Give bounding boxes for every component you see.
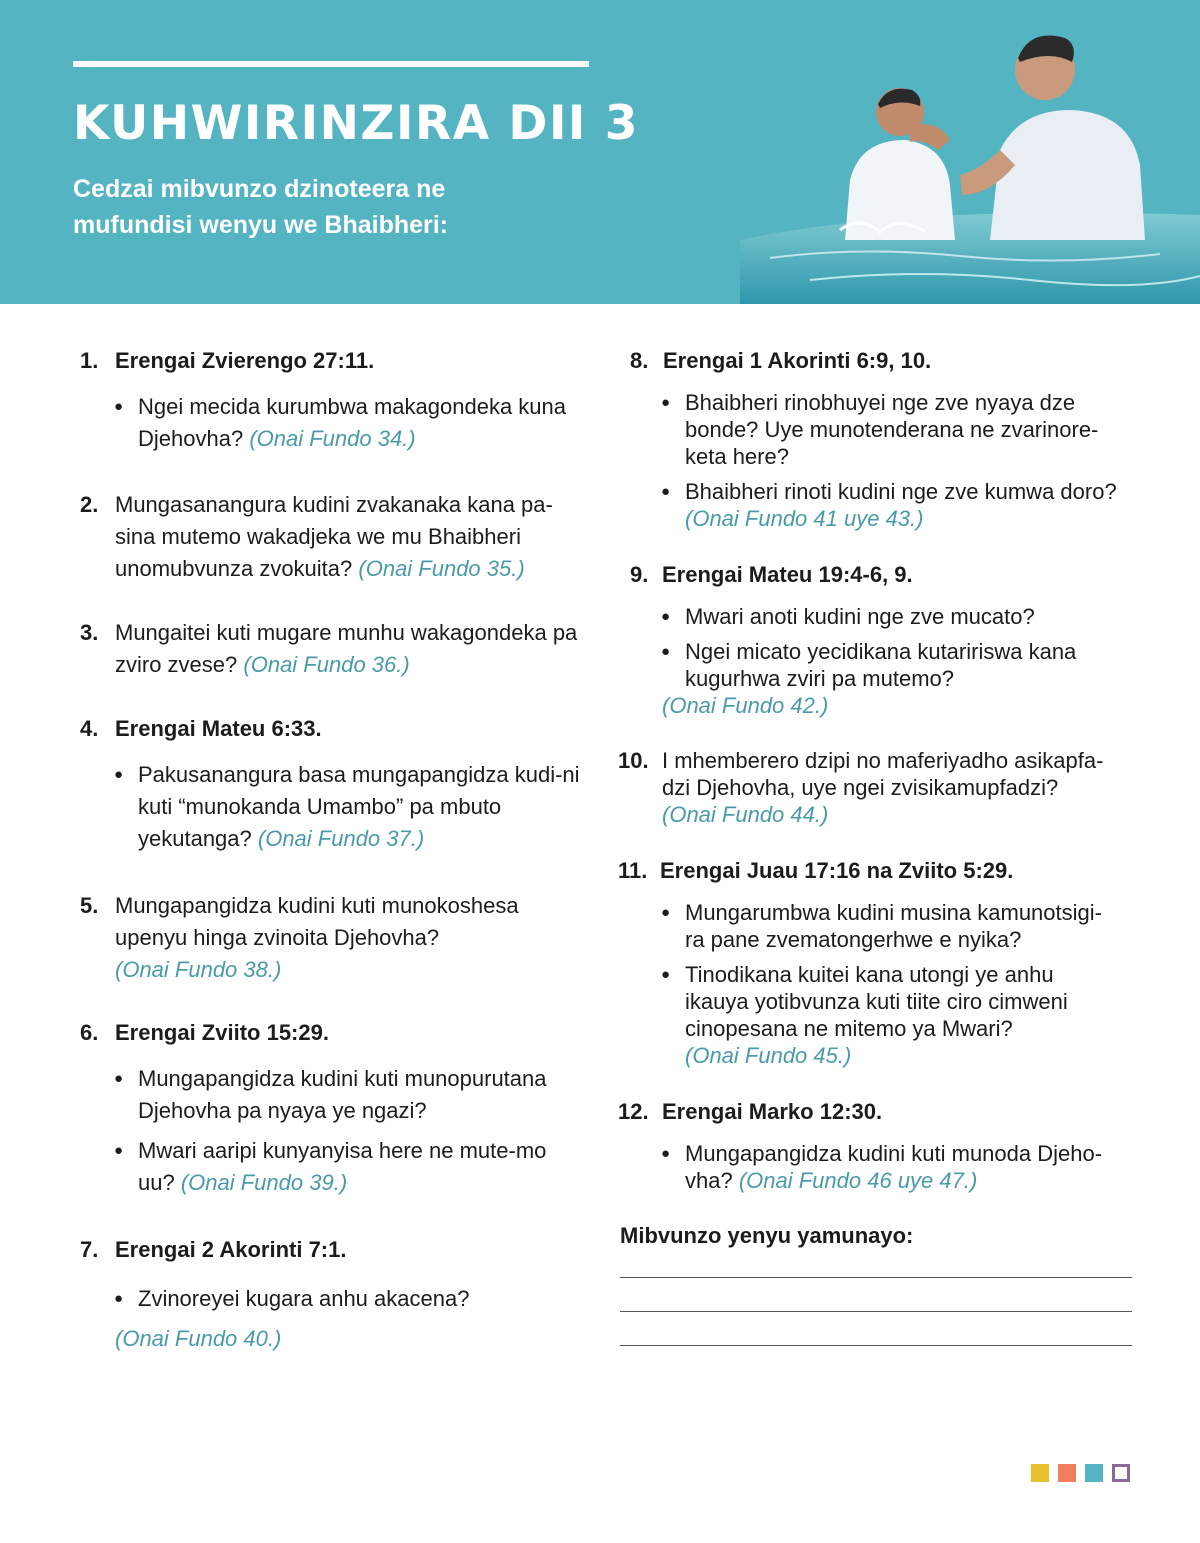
question-text: Mungasanangura kudini zvakanaka kana pa-sina mutemo wakadjeka we mu Bhaibheri unomubvunza zvokuita? (Onai Fundo 35.) <box>115 492 553 581</box>
question-title: Erengai Mateu 19:4-6, 9. <box>662 562 913 587</box>
question-number: 7. <box>80 1237 99 1262</box>
baptism-illustration <box>700 0 1200 304</box>
reference-link: (Onai Fundo 38.) <box>115 957 282 982</box>
bullet-item: ● Zvinoreyei kugara anhu akacena? <box>138 1283 580 1315</box>
question-number: 12. <box>618 1099 649 1124</box>
page-subtitle: Cedzai mibvunzo dzinoteera ne mufundisi wenyu we Bhaibheri: <box>73 175 449 239</box>
question-number: 9. <box>630 562 649 587</box>
question-10 <box>618 747 1118 828</box>
question-text: I mhemberero dzipi no maferiyadho asikapfa-dzi Djehovha, uye ngei zvisikamupfadzi? <box>662 748 1104 800</box>
answer-line[interactable] <box>620 1345 1132 1346</box>
question-6 <box>80 1017 580 1199</box>
question-title: Erengai Zvierengo 27:11. <box>115 348 375 373</box>
question-number: 2. <box>80 492 99 517</box>
question-number: 1. <box>80 348 99 373</box>
answer-line[interactable] <box>620 1311 1132 1312</box>
reference-link: (Onai Fundo 35.) <box>358 556 525 581</box>
question-8 <box>618 347 1118 532</box>
color-square-yellow <box>1031 1464 1049 1482</box>
question-9 <box>618 561 1118 719</box>
color-square-orange <box>1058 1464 1076 1482</box>
header-banner <box>0 0 1200 304</box>
bullet-item: ● Mungarumbwa kudini musina kamunotsigi-ra pane zvematongerhwe e nyika? <box>685 899 1118 953</box>
question-number: 5. <box>80 893 99 918</box>
question-text: Mungaitei kuti mugare munhu wakagondeka pa zviro zvese? (Onai Fundo 36.) <box>115 620 578 677</box>
question-1 <box>80 345 580 455</box>
reference-link: (Onai Fundo 44.) <box>662 802 829 827</box>
question-title: Erengai Mateu 6:33. <box>115 716 322 741</box>
bullet-item: ● Bhaibheri rinoti kudini nge zve kumwa doro? (Onai Fundo 41 uye 43.) <box>685 478 1118 532</box>
question-number: 4. <box>80 716 99 741</box>
color-square-teal <box>1085 1464 1103 1482</box>
question-number: 3. <box>80 620 99 645</box>
question-title: Erengai Juau 17:16 na Zviito 5:29. <box>660 858 1014 883</box>
bullet-item: ● Pakusanangura basa mungapangidza kudi-ni kuti “munokanda Umambo” pa mbuto yekutanga? (Onai Fundo 37.) <box>138 759 580 855</box>
question-number: 10. <box>618 748 649 773</box>
header-rule <box>73 61 589 67</box>
bullet-item: ● Mwari aaripi kunyanyisa here ne mute-mo uu? (Onai Fundo 39.) <box>138 1135 580 1199</box>
page-title: KUHWIRINZIRA DII 3 <box>73 96 639 151</box>
question-11 <box>618 857 1118 1069</box>
reference-link: (Onai Fundo 36.) <box>243 652 410 677</box>
question-number: 6. <box>80 1020 99 1045</box>
question-number: 8. <box>630 348 649 373</box>
reference-link: (Onai Fundo 45.) <box>685 1043 852 1068</box>
bullet-item: ● Mungapangidza kudini kuti munopurutana Djehovha pa nyaya ye ngazi? <box>138 1063 580 1127</box>
question-12 <box>618 1098 1118 1194</box>
question-title: Erengai Zviito 15:29. <box>115 1020 329 1045</box>
question-title: Erengai 1 Akorinti 6:9, 10. <box>663 348 932 373</box>
question-title: Erengai Marko 12:30. <box>662 1099 883 1124</box>
color-square-outline <box>1112 1464 1130 1482</box>
reference-link: (Onai Fundo 42.) <box>662 693 829 718</box>
reference-link: (Onai Fundo 41 uye 43.) <box>685 506 924 531</box>
question-2 <box>80 489 580 585</box>
bullet-item: ● Mungapangidza kudini kuti munoda Djeho-vha? (Onai Fundo 46 uye 47.) <box>685 1140 1118 1194</box>
own-questions-label: Mibvunzo yenyu yamunayo: <box>620 1223 914 1248</box>
reference-link: (Onai Fundo 37.) <box>257 826 425 851</box>
question-title: Erengai 2 Akorinti 7:1. <box>115 1237 347 1262</box>
bullet-item: ● Mwari anoti kudini nge zve mucato? <box>685 603 1118 630</box>
bullet-item: ● Ngei micato yecidikana kutaririswa kana kugurhwa zviri pa mutemo? <box>685 638 1118 692</box>
question-number: 11. <box>618 858 648 883</box>
bullet-item: ● Ngei mecida kurumbwa makagondeka kuna Djehovha? (Onai Fundo 34.) <box>138 391 580 455</box>
reference-link: (Onai Fundo 40.) <box>115 1326 282 1351</box>
question-5 <box>80 890 580 986</box>
bullet-item: ● Tinodikana kuitei kana utongi ye anhu ikauya yotibvunza kuti tiite ciro cimweni cinopesana ne mitemo ya Mwari? <box>685 961 1118 1042</box>
question-3 <box>80 617 580 681</box>
bullet-item: ● Bhaibheri rinobhuyei nge zve nyaya dze bonde? Uye munotenderana ne zvarinore-keta here? <box>685 389 1118 470</box>
question-text: Mungapangidza kudini kuti munokoshesa upenyu hinga zvinoita Djehovha? <box>115 893 519 950</box>
reference-link: (Onai Fundo 46 uye 47.) <box>738 1168 978 1193</box>
reference-link: (Onai Fundo 34.) <box>249 426 416 451</box>
answer-line[interactable] <box>620 1277 1132 1278</box>
question-7 <box>80 1234 580 1355</box>
reference-link: (Onai Fundo 39.) <box>180 1170 348 1195</box>
question-4 <box>80 713 580 855</box>
